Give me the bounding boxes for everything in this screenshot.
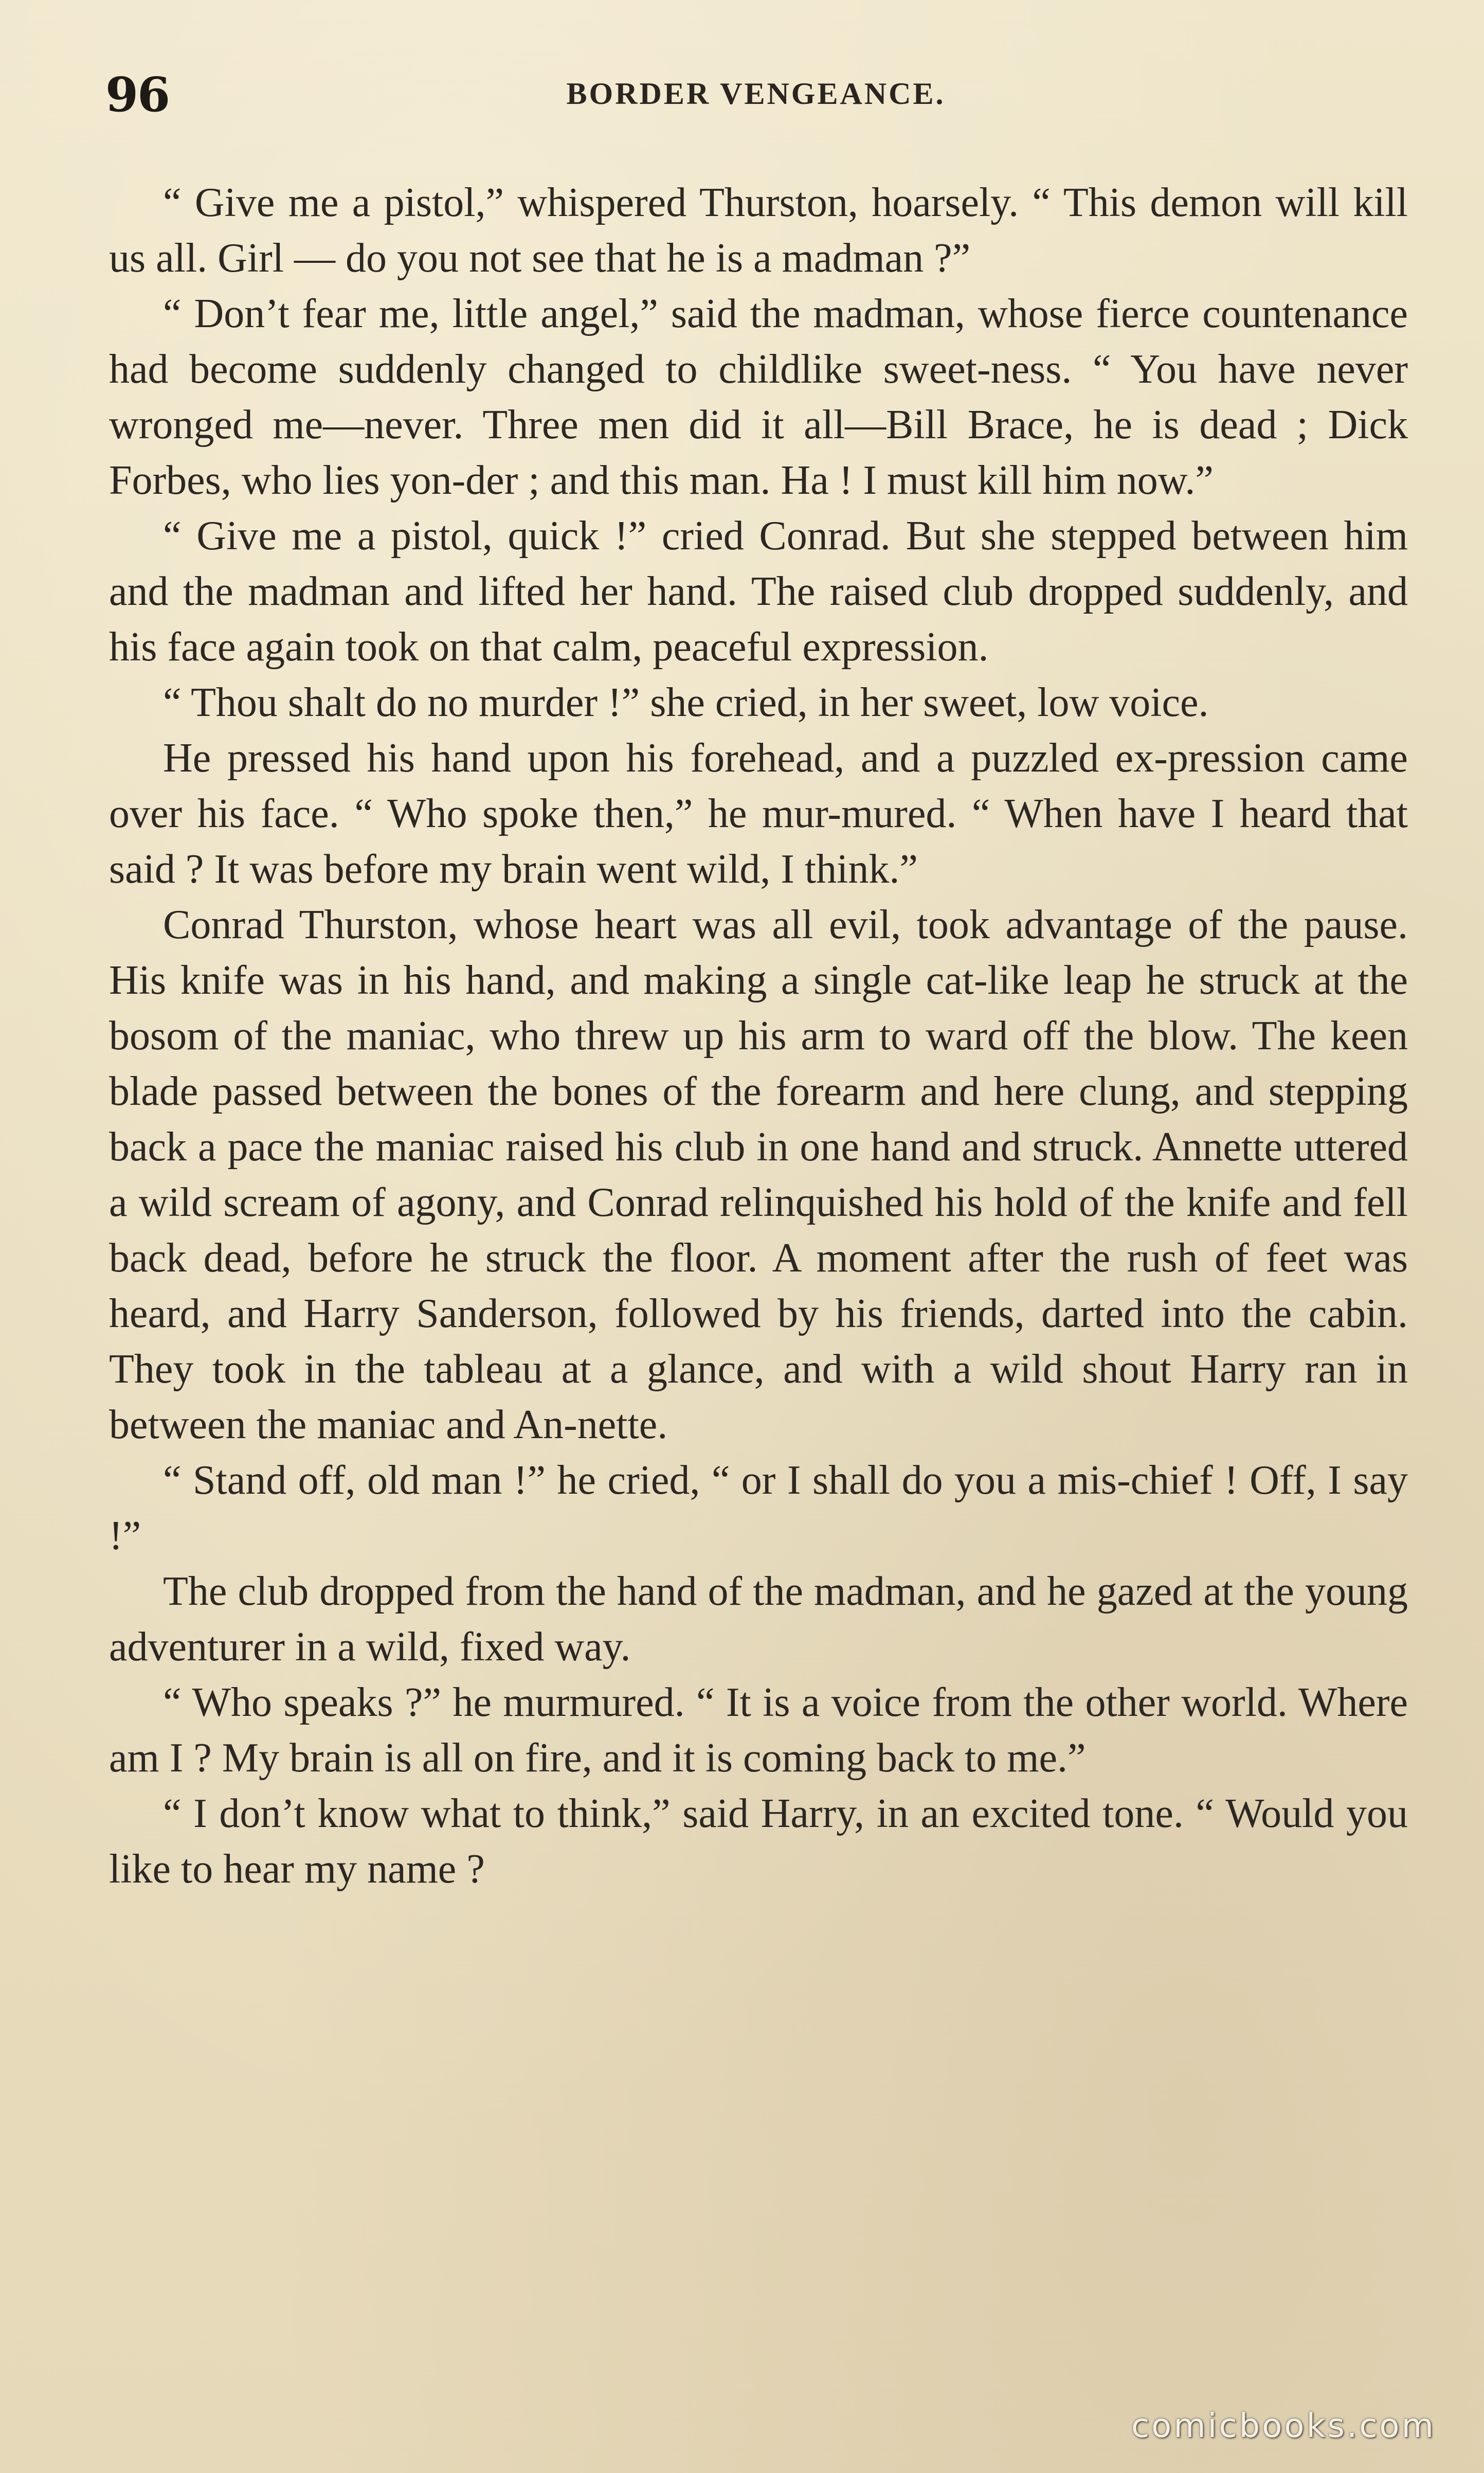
paragraph: “ Stand off, old man !” he cried, “ or I shall do you a mis-chief ! Off, I say !”	[109, 1458, 1408, 1558]
paragraph: Conrad Thurston, whose heart was all evil, took advantage of the pause. His knife was in his hand, and making a single cat-like leap he struck at the bosom of the maniac, who threw up his arm to ward off the blow. The keen blade passed between the bones of the forearm and here clung, and stepping back a pace the maniac raised his club in one hand and struck. Annette uttered a wild scream of agony, and Conrad relinquished his hold of the knife and fell back dead, before he struck the floor. A moment after the rush of feet was heard, and Harry Sanderson, followed by his friends, darted into the cabin. They took in the tableau at a glance, and with a wild shout Harry ran in between the maniac and An-nette.	[109, 902, 1408, 1447]
page-header	[105, 67, 1406, 129]
paragraph: “ I don’t know what to think,” said Harry, in an excited tone. “ Would you like to hear my name ?	[109, 1791, 1408, 1892]
paragraph: “ Who speaks ?” he murmured. “ It is a voice from the other world. Where am I ? My brain is all on fire, and it is coming back to me.”	[109, 1680, 1408, 1781]
page-number: 96	[105, 67, 170, 122]
paragraph: He pressed his hand upon his forehead, and a puzzled ex-pression came over his face. “ Who spoke then,” he mur-mured. “ When have I heard that said ? It was before my brain went wild, I think.”	[109, 736, 1408, 892]
watermark: comicbooks.com	[1131, 2407, 1436, 2445]
paragraph: “ Thou shalt do no murder !” she cried, in her sweet, low voice.	[163, 680, 1209, 725]
body-text	[109, 175, 1408, 1897]
paragraph: “ Don’t fear me, little angel,” said the madman, whose fierce countenance had become suddenly changed to childlike sweet-ness. “ You have never wronged me—never. Three men did it all—Bill Brace, he is dead ; Dick Forbes, who lies yon-der ; and this man. Ha ! I must kill him now.”	[109, 291, 1408, 503]
paragraph: “ Give me a pistol,” whispered Thurston, hoarsely. “ This demon will kill us all. Girl — do you not see that he is a madman ?”	[109, 180, 1408, 281]
paragraph: “ Give me a pistol, quick !” cried Conrad. But she stepped between him and the madman and lifted her hand. The raised club dropped suddenly, and his face again took on that calm, peaceful expression.	[109, 513, 1408, 670]
running-head-title: BORDER VENGEANCE.	[566, 77, 946, 111]
paragraph: The club dropped from the hand of the madman, and he gazed at the young adventurer in a wild, fixed way.	[109, 1569, 1408, 1670]
